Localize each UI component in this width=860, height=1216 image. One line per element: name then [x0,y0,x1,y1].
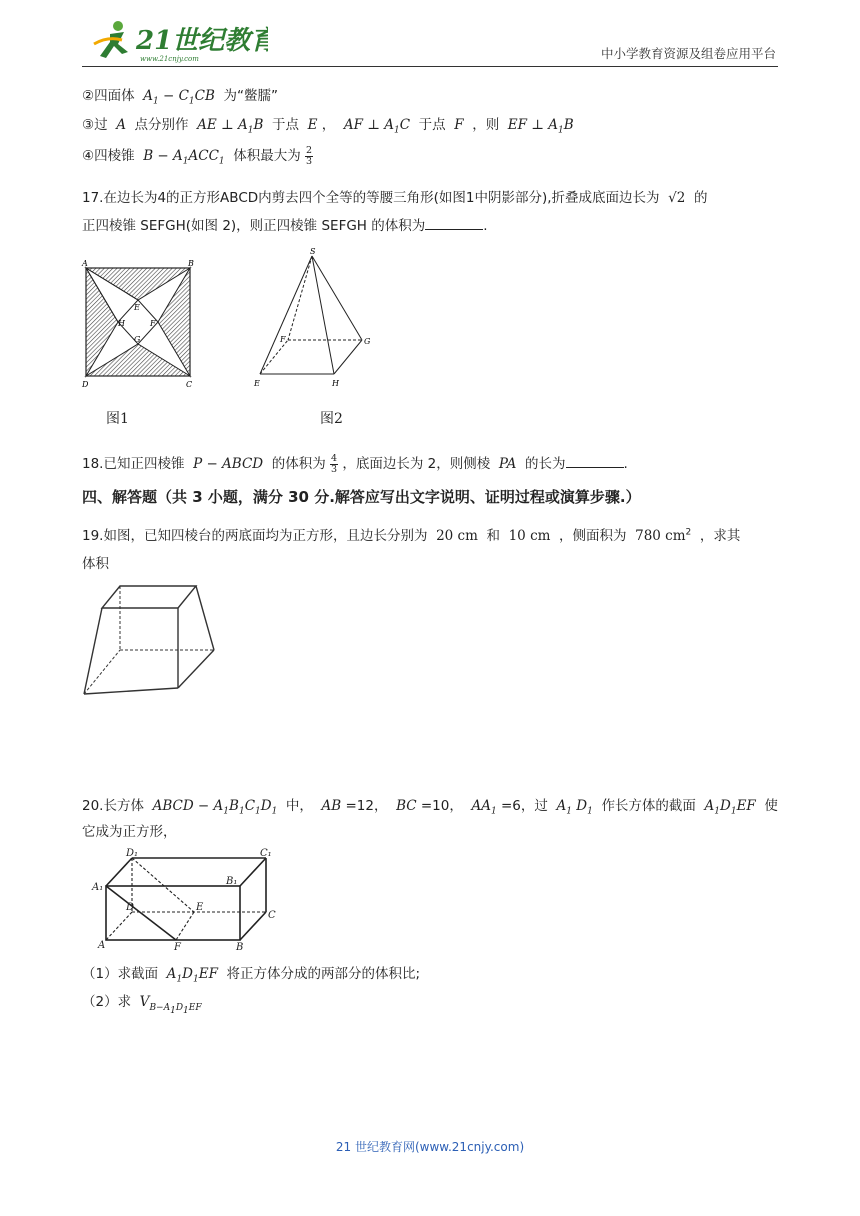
fig1-label-C: C [186,380,193,389]
fig20-label-B1: B₁ [226,876,238,887]
fig2-label-G: G [364,337,371,346]
fig20-label-A1: A₁ [92,882,104,893]
site-logo [88,18,268,64]
q16-item4: ④四棱锥 $B - A_1ACC_1$ 体积最大为 $\frac{2}{3}$ [82,144,313,167]
q18-end: . [623,456,628,472]
q17-fig1-caption: 图1 [106,411,129,427]
q20-use: 使 [764,798,778,814]
logo-text: 21世纪教育 [136,26,268,56]
fig20-label-D1: D₁ [126,848,139,859]
header-right-text: 中小学教育资源及组卷应用平台 [600,46,776,61]
fig1-label-G: G [134,335,141,344]
section4-title: 四、解答题（共 3 小题，满分 30 分.解答应写出文字说明、证明过程或演算步骤.） [82,488,641,506]
q20-line2: 它成为正方形， [82,824,177,840]
q17-line2 [82,214,488,234]
q20-sub1-post: 将正方体分成的两部分的体积比; [226,966,421,982]
q16-item3-then: ，则 [472,117,500,133]
q16-item2-pre: ②四面体 [82,88,135,104]
fig1-label-B: B [188,259,194,268]
q19-v3-sup: 2 [685,527,692,538]
fig20-label-B: B [236,942,244,953]
fig20-label-A: A [98,940,106,951]
logo-url-text: www.21cnjy.com [140,55,199,63]
q17-sqrt: √2 [668,190,686,206]
q17-fig2-caption: 图2 [320,411,343,427]
q19-line1 [82,524,740,544]
q20-cuboid-figure [90,846,280,954]
fig20-label-C1: C₁ [260,848,272,859]
q17-figure2 [252,244,382,392]
q16-item3-pre: ③过 [82,117,108,133]
q19-and: 和 [486,528,500,544]
fig1-label-F: F [150,319,156,328]
q19-frustum-figure [80,578,220,698]
q16-item2-post: 为“鳖臑” [223,88,278,104]
q18-line: 18.已知正四棱锥 P − ABCD 的体积为 $\frac{4}{3}$ ，底面边长为 2，则侧棱 PA 的长为 . [82,452,628,475]
q19-v2: 10 cm [508,528,551,544]
q20-ab: =12， [345,798,388,814]
q20-sub2-pre: （2）求 [82,994,132,1010]
q16-item4-post: 体积最大为 [233,148,301,164]
fig1-label-H: H [118,319,125,328]
q20-in: 中， [285,798,313,814]
q17-text1: 17.在边长为4的正方形ABCD内剪去四个全等的等腰三角形(如图1中阴影部分),折叠成底面边长为 [82,190,660,206]
q20-sub2: （2）求 $V_{B-A_1D_1EF}$ [82,994,202,1016]
q19-v1: 20 cm [436,528,478,544]
page-footer: 21 世纪教育网(www.21cnjy.com) [335,1140,525,1154]
q20-sub1: （1）求截面 $A_1D_1EF$ 将正方体分成的两部分的体积比; [82,966,421,985]
q19-line2: 体积 [82,556,109,572]
fig1-label-D: D [82,380,89,389]
q16-fraction: $\frac{2}{3}$ [306,144,313,167]
fig20-label-E: E [196,902,204,913]
q20-bc: =10， [420,798,463,814]
q16-item3-mid3: 于点 [418,117,446,133]
header-divider [82,66,778,67]
q19-v3: 780 cm [635,528,686,544]
q18-mid: 的体积为 [271,456,326,472]
fig20-label-D: D [126,902,135,913]
fig2-label-E: E [254,379,260,388]
q16-item3-mid1: 点分别作 [134,117,189,133]
q16-item4-pre: ④四棱锥 [82,148,135,164]
q20-pre: 20.长方体 [82,798,144,814]
logo-runner-icon [88,18,268,64]
q16-item3-mid2: 于点 [272,117,300,133]
fig1-label-E: E [134,303,140,312]
q19-mid: ，侧面积为 [559,528,627,544]
q17-line1 [82,186,707,206]
q18-post: ，底面边长为 2，则侧棱 [342,456,491,472]
fig20-label-C: C [268,910,276,921]
q18-post2: 的长为 [525,456,566,472]
q17-text2-end: . [483,218,488,234]
q20-aa1: =6，过 [501,798,548,814]
fig2-label-S: S [310,247,316,256]
q17-answer-blank [425,217,483,230]
q19-pre: 19.如图，已知四棱台的两底面均为正方形，且边长分别为 [82,528,428,544]
q18-fraction: $\frac{4}{3}$ [331,452,338,475]
q16-item2: ②四面体 $A_1 - C_1CB$ 为“鳖臑” [82,88,278,107]
q20-make: 作长方体的截面 [601,798,696,814]
q19-end: ，求其 [699,528,741,544]
fig1-label-A: A [82,259,88,268]
fig2-label-H: H [332,379,339,388]
q20-line1: 20.长方体 ABCD − $A_1B_1C_1D_1$ 中， AB =12， BC =10， $AA_1 =6$，过 $A_1$ $D_1$ 作长方体的截面 $A_1D_1EF$ 使 [82,798,778,817]
fig20-label-F: F [174,942,181,953]
q18-answer-blank [566,455,624,468]
q17-figure1 [78,256,203,392]
fig2-label-F: F [280,335,286,344]
q17-text1-end: 的 [693,190,708,206]
q17-text2: 正四棱锥 SEFGH(如图 2)，则正四棱锥 SEFGH 的体积为 [82,218,426,234]
q18-pre: 18.已知正四棱锥 [82,456,185,472]
q16-item3: ③过 A 点分别作 AE ⊥ $A_1B$ 于点 E ， AF ⊥ $A_1C$ 于点 F ，则 EF ⊥ $A_1B$ [82,117,574,136]
q20-sub1-pre: （1）求截面 [82,966,159,982]
